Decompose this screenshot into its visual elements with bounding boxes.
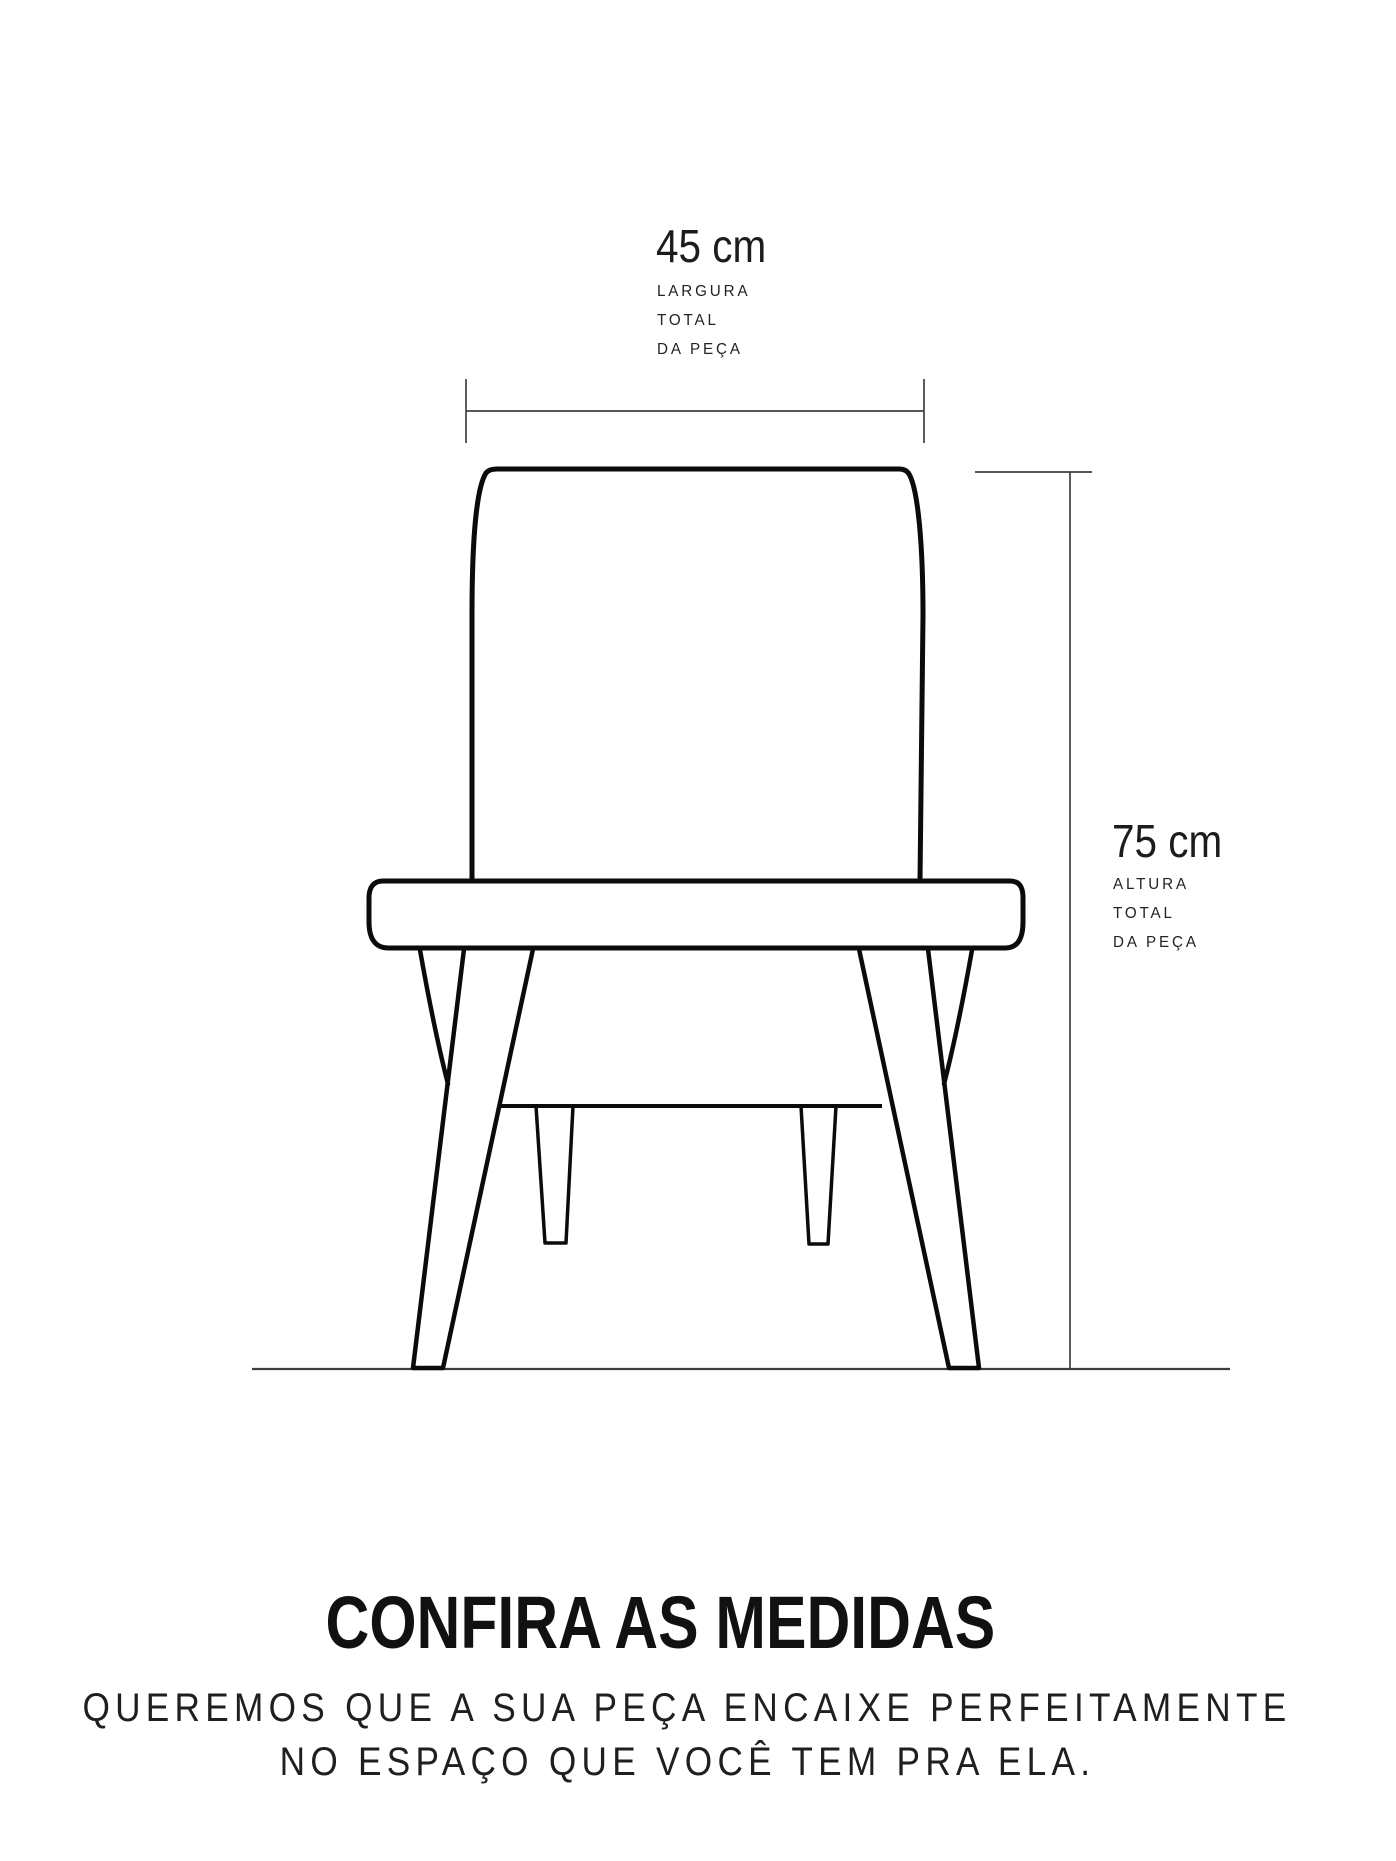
width-dimension-label [657, 277, 755, 364]
rear-left-leg [536, 1106, 573, 1243]
footer-title: CONFIRA AS MEDIDAS [325, 1581, 995, 1664]
width-dimension-value: 45 cm [656, 220, 767, 272]
width-label-line-1: LARGURA [657, 283, 751, 300]
chair-backrest [472, 469, 923, 881]
width-label-line-2: TOTAL [657, 312, 719, 329]
footer-subtitle-line-2: NO ESPAÇO QUE VOCÊ TEM PRA ELA. [279, 1740, 1095, 1784]
rear-right-leg [801, 1106, 836, 1244]
footer-subtitle [0, 1681, 1374, 1789]
front-left-leg-knee-curve [420, 950, 448, 1084]
height-dimension-value: 75 cm [1112, 815, 1223, 867]
height-label-line-3: DA PEÇA [1113, 934, 1199, 951]
width-label-line-3: DA PEÇA [657, 341, 743, 358]
front-right-leg-knee-curve [944, 950, 972, 1084]
chair-seat [369, 881, 1023, 948]
height-label-line-1: ALTURA [1113, 876, 1189, 893]
footer-subtitle-line-1: QUEREMOS QUE A SUA PEÇA ENCAIXE PERFEITAMENTE [82, 1686, 1292, 1730]
height-dimension-label [1113, 870, 1203, 957]
height-label-line-2: TOTAL [1113, 905, 1175, 922]
